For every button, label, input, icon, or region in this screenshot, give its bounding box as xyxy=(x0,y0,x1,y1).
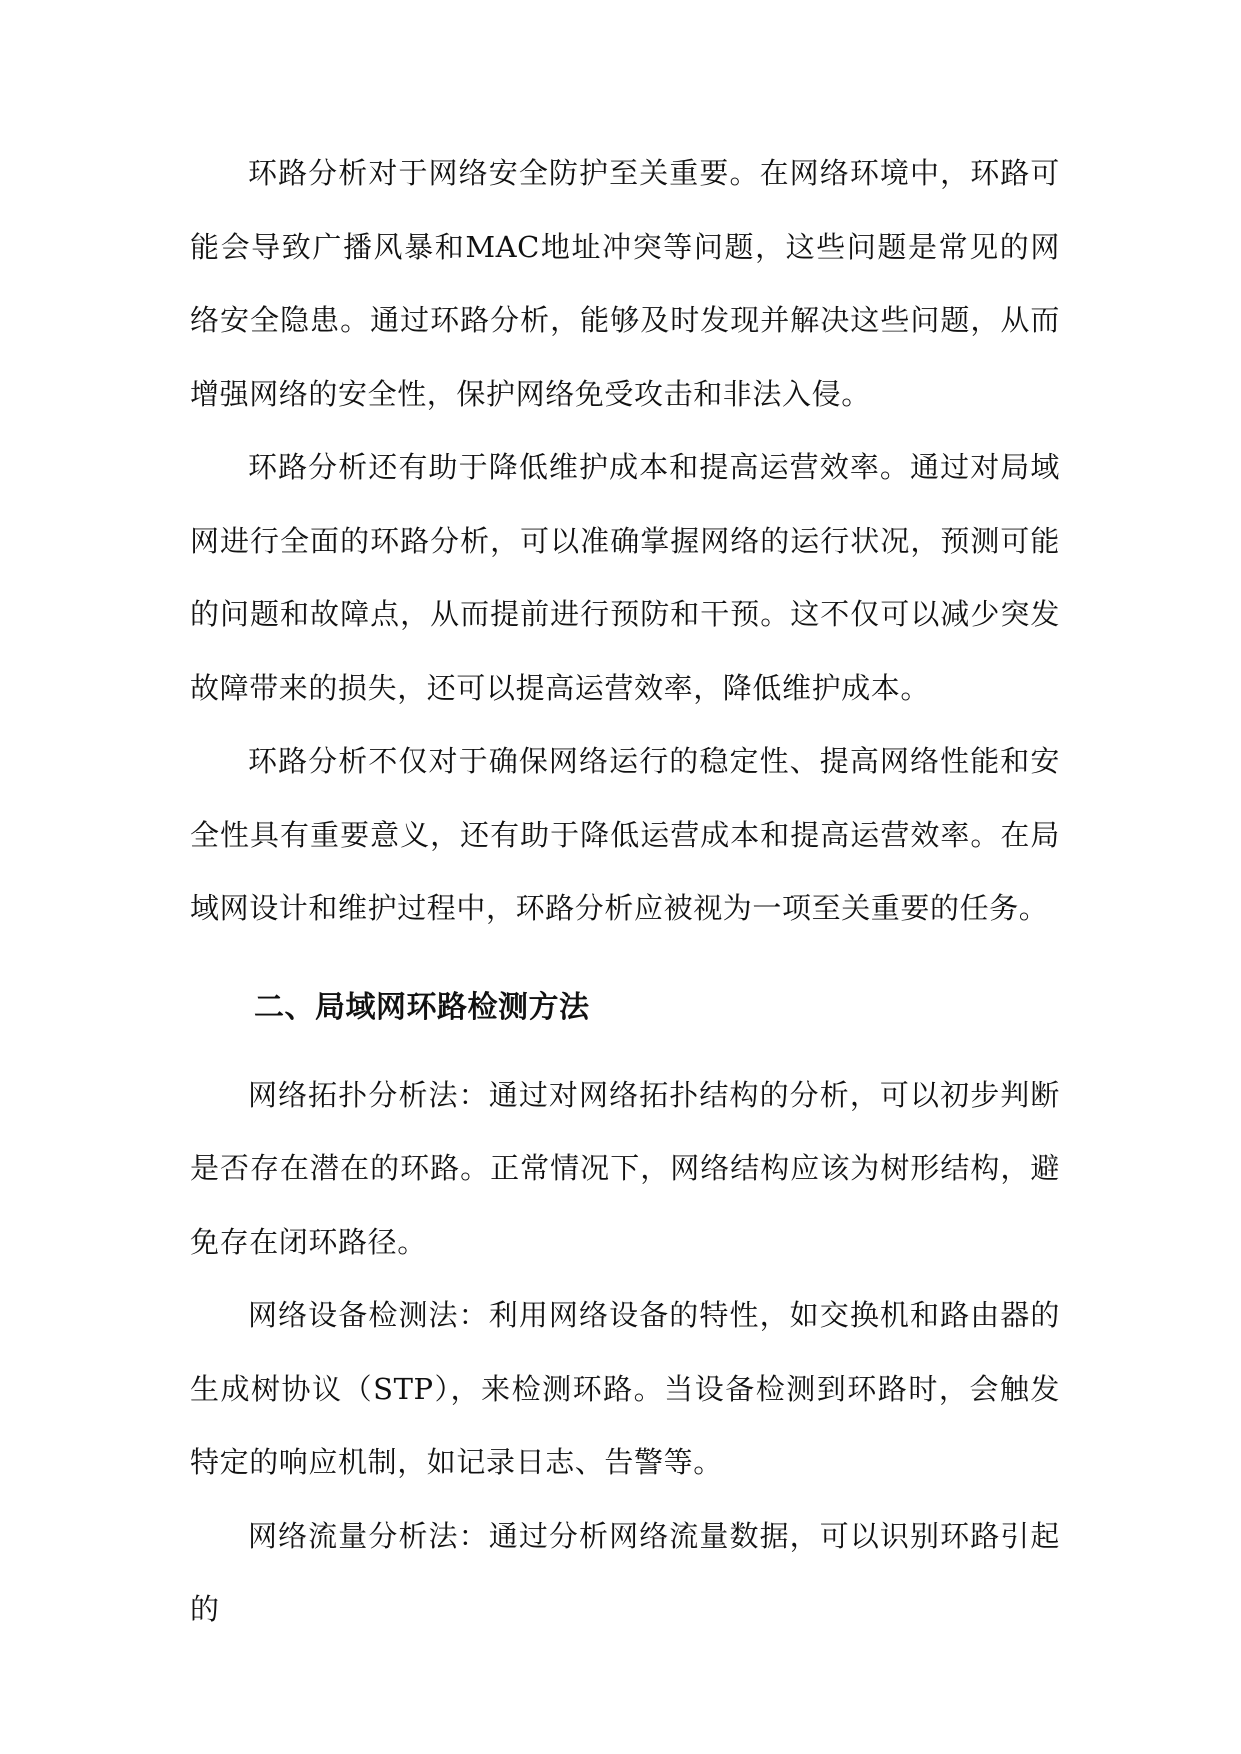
paragraph-device-method: 网络设备检测法：利用网络设备的特性，如交换机和路由器的生成树协议（STP），来检测环路。当设备检测到环路时，会触发特定的响应机制，如记录日志、告警等。 xyxy=(190,1298,1060,1479)
section-heading: 二、局域网环路检测方法 xyxy=(254,989,590,1025)
paragraph-loop-security: 环路分析对于网络安全防护至关重要。在网络环境中，环路可能会导致广播风暴和MAC地址冲突等问题，这些问题是常见的网络安全隐患。通过环路分析，能够及时发现并解决这些问题，从而增强网络的安全性，保护网络免受攻击和非法入侵。 xyxy=(190,156,1060,411)
paragraph-loop-summary: 环路分析不仅对于确保网络运行的稳定性、提高网络性能和安全性具有重要意义，还有助于降低运营成本和提高运营效率。在局域网设计和维护过程中，环路分析应被视为一项至关重要的任务。 xyxy=(190,744,1060,925)
paragraph-loop-cost: 环路分析还有助于降低维护成本和提高运营效率。通过对局域网进行全面的环路分析，可以准确掌握网络的运行状况，预测可能的问题和故障点，从而提前进行预防和干预。这不仅可以减少突发故障带来的损失，还可以提高运营效率，降低维护成本。 xyxy=(190,450,1060,705)
paragraph-traffic-method: 网络流量分析法：通过分析网络流量数据，可以识别环路引起的 xyxy=(190,1518,1060,1626)
paragraph-topology-method: 网络拓扑分析法：通过对网络拓扑结构的分析，可以初步判断是否存在潜在的环路。正常情况下，网络结构应该为树形结构，避免存在闭环路径。 xyxy=(190,1077,1060,1259)
document-body xyxy=(190,137,1060,1647)
